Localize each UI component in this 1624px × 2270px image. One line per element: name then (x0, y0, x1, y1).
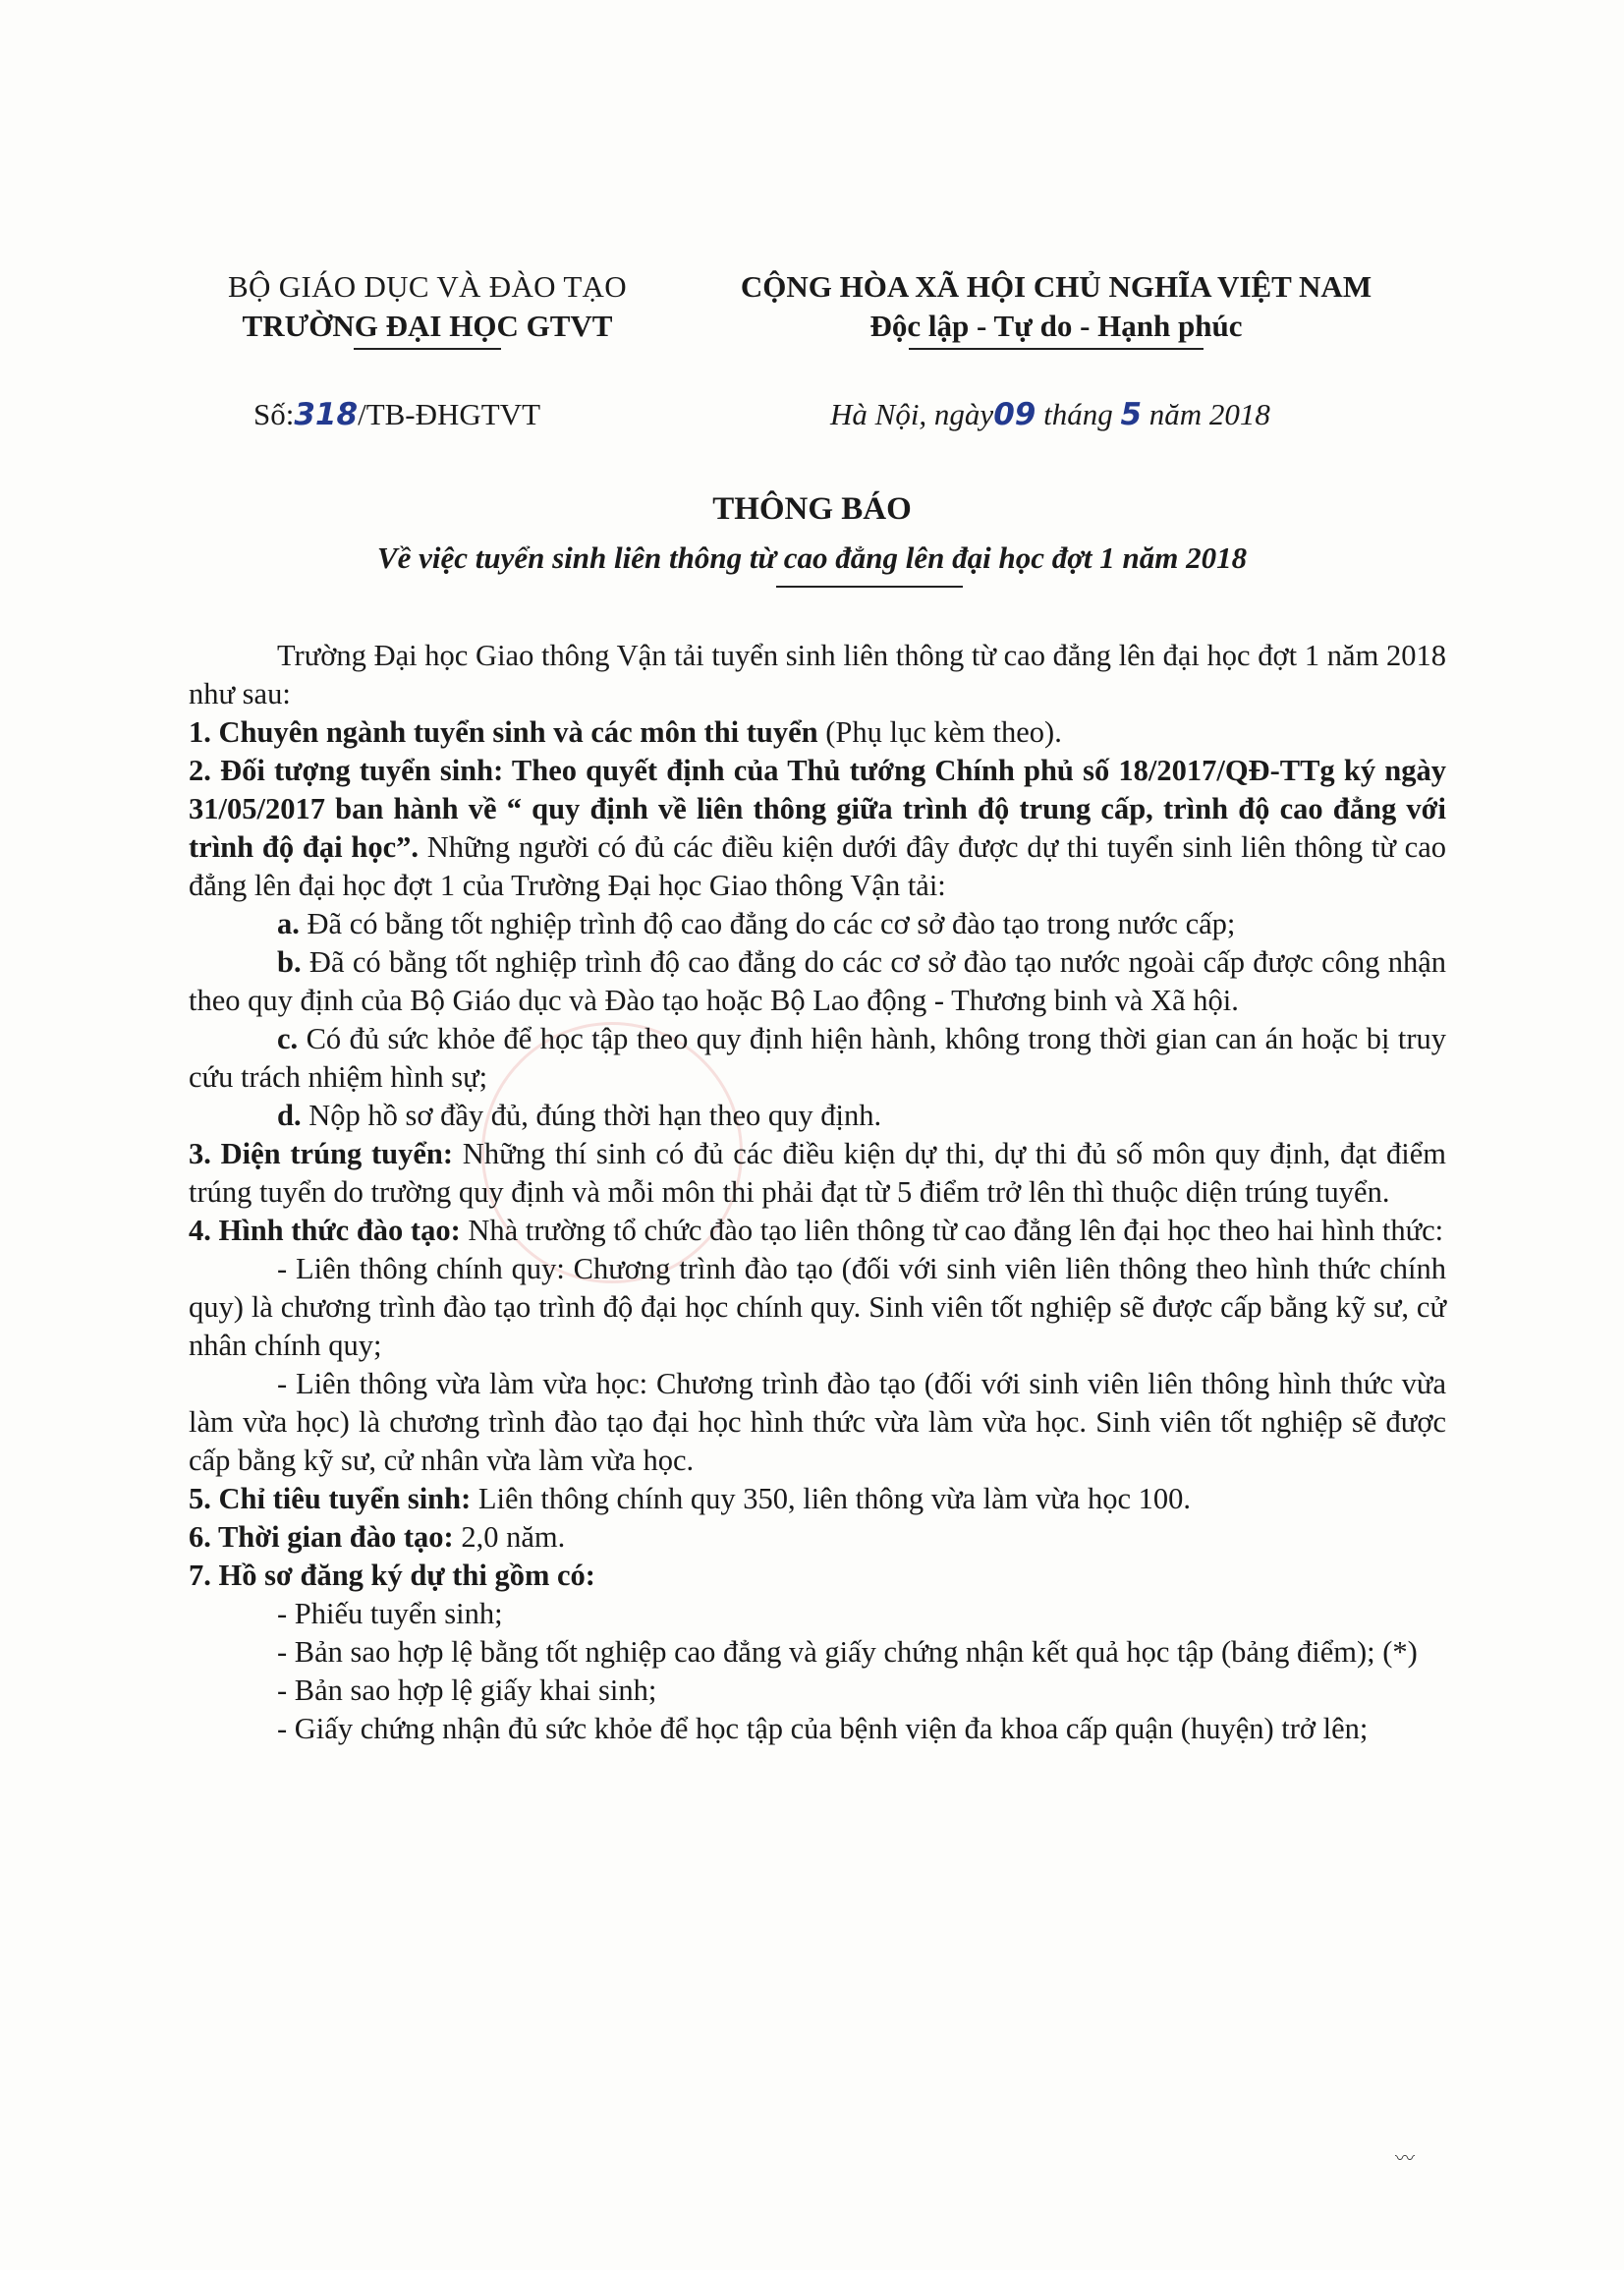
section-4 (189, 1212, 1446, 1250)
section-6-heading: 6. Thời gian đào tạo: (189, 1520, 454, 1554)
section-3-text: Những thí sinh có đủ các điều kiện dự thi, dự thi đủ số môn quy định, đạt điểm trúng tuyển do trường quy định và mỗi môn thi phải đạt từ 5 điểm trở lên thì thuộc diện trúng tuyển. (189, 1137, 1446, 1209)
scan-speck: 〰 (1395, 2148, 1415, 2170)
date-year: năm 2018 (1142, 397, 1270, 431)
section-6 (189, 1518, 1446, 1557)
section-7d: - Giấy chứng nhận đủ sức khỏe để học tập của bệnh viện đa khoa cấp quận (huyện) trở lên; (277, 1712, 1369, 1745)
section-2c-text: Có đủ sức khỏe để học tập theo quy định hiện hành, không trong thời gian can án hoặc bị truy cứu trách nhiệm hình sự; (189, 1022, 1446, 1094)
number-suffix: /TB-ĐHGTVT (358, 397, 541, 431)
page-subtitle (0, 540, 1624, 576)
section-6-text: 2,0 năm. (453, 1520, 566, 1554)
date-place: Hà Nội, ngày (830, 397, 994, 431)
section-3-heading: 3. Diện trúng tuyển: (189, 1137, 454, 1170)
subtitle-underline (776, 586, 963, 588)
section-7c: - Bản sao hợp lệ giấy khai sinh; (277, 1674, 657, 1707)
country-name: CỘNG HÒA XÃ HỘI CHỦ NGHĨA VIỆT NAM (740, 269, 1372, 304)
handwritten-day: 09 (993, 397, 1036, 432)
section-2a-text: Đã có bằng tốt nghiệp trình độ cao đẳng do các cơ sở đào tạo trong nước cấp; (299, 907, 1236, 940)
issuer-header (187, 267, 668, 350)
section-5 (189, 1480, 1446, 1518)
section-3 (189, 1135, 1446, 1212)
date-month-label: tháng (1036, 397, 1121, 431)
document-number (253, 397, 540, 432)
document-body (189, 637, 1446, 1748)
issuer-underline (354, 348, 501, 350)
section-2b-text: Đã có bằng tốt nghiệp trình độ cao đẳng do các cơ sở đào tạo nước ngoài cấp được công nhận theo quy định của Bộ Giáo dục và Đào tạo hoặc Bộ Lao động - Thương binh và Xã hội. (189, 945, 1446, 1017)
section-2b-mark: b. (277, 945, 302, 979)
section-2a (189, 905, 1446, 943)
section-2 (189, 752, 1446, 905)
section-2d-text: Nộp hồ sơ đầy đủ, đúng thời hạn theo quy định. (301, 1099, 882, 1132)
handwritten-month: 5 (1120, 397, 1143, 432)
section-4a: - Liên thông chính quy: Chương trình đào tạo (đối với sinh viên liên thông theo hình thức chính quy) là chương trình đào tạo trình độ đại học chính quy. Sinh viên tốt nghiệp sẽ được cấp bằng kỹ sư, cử nhân chính quy; (189, 1252, 1446, 1362)
section-4-text: Nhà trường tổ chức đào tạo liên thông từ cao đẳng lên đại học theo hai hình thức: (460, 1214, 1444, 1247)
page-title: THÔNG BÁO (712, 491, 912, 527)
university-name: TRƯỜNG ĐẠI HỌC GTVT (242, 309, 613, 343)
national-motto: Độc lập - Tự do - Hạnh phúc (869, 309, 1243, 343)
section-2c (189, 1020, 1446, 1097)
handwritten-number: 318 (294, 397, 359, 432)
section-1-heading: 1. Chuyên ngành tuyển sinh và các môn thi tuyển (189, 715, 818, 749)
national-header (688, 267, 1425, 350)
section-2-heading: 2. Đối tượng tuyển sinh: Theo quyết định của Thủ tướng Chính phủ số 18/2017/QĐ-TTg ký ngày 31/05/2017 ban hành về “ quy định về liên thông giữa trình độ trung cấp, trình độ cao đẳng với trình độ đại học”. (189, 754, 1446, 864)
section-2-text: Những người có đủ các điều kiện dưới đây được dự thi tuyển sinh liên thông từ cao đẳng lên đại học đợt 1 của Trường Đại học Giao thông Vận tải: (189, 830, 1446, 902)
section-5-text: Liên thông chính quy 350, liên thông vừa làm vừa học 100. (471, 1482, 1192, 1515)
section-7b: - Bản sao hợp lệ bằng tốt nghiệp cao đẳng và giấy chứng nhận kết quả học tập (bảng điểm); (*) (277, 1635, 1418, 1669)
section-2d (189, 1097, 1446, 1135)
section-1-text: (Phụ lục kèm theo). (817, 715, 1062, 749)
section-2b (189, 943, 1446, 1020)
motto-underline (909, 348, 1204, 350)
section-2c-mark: c. (277, 1022, 299, 1055)
section-5-heading: 5. Chỉ tiêu tuyển sinh: (189, 1482, 472, 1515)
section-7 (189, 1557, 1446, 1595)
section-2a-mark: a. (277, 907, 300, 940)
date-line (830, 397, 1270, 432)
section-7a: - Phiếu tuyển sinh; (277, 1597, 503, 1630)
section-4b: - Liên thông vừa làm vừa học: Chương trình đào tạo (đối với sinh viên liên thông hình thức vừa làm vừa học) là chương trình đào tạo đại học hình thức vừa làm vừa học. Sinh viên tốt nghiệp sẽ được cấp bằng kỹ sư, cử nhân vừa làm vừa học. (189, 1367, 1446, 1477)
intro-paragraph: Trường Đại học Giao thông Vận tải tuyển sinh liên thông từ cao đẳng lên đại học đợt 1 năm 2018 như sau: (189, 639, 1446, 710)
subtitle-text: Về việc tuyển sinh liên thông từ cao đẳng lên đại học đợt 1 năm 2018 (376, 540, 1248, 575)
section-4-heading: 4. Hình thức đào tạo: (189, 1214, 461, 1247)
section-7-heading: 7. Hồ sơ đăng ký dự thi gồm có: (189, 1559, 595, 1592)
section-1 (189, 713, 1446, 752)
ministry-name: BỘ GIÁO DỤC VÀ ĐÀO TẠO (228, 269, 627, 304)
number-prefix: Số: (253, 397, 295, 431)
section-2d-mark: d. (277, 1099, 302, 1132)
